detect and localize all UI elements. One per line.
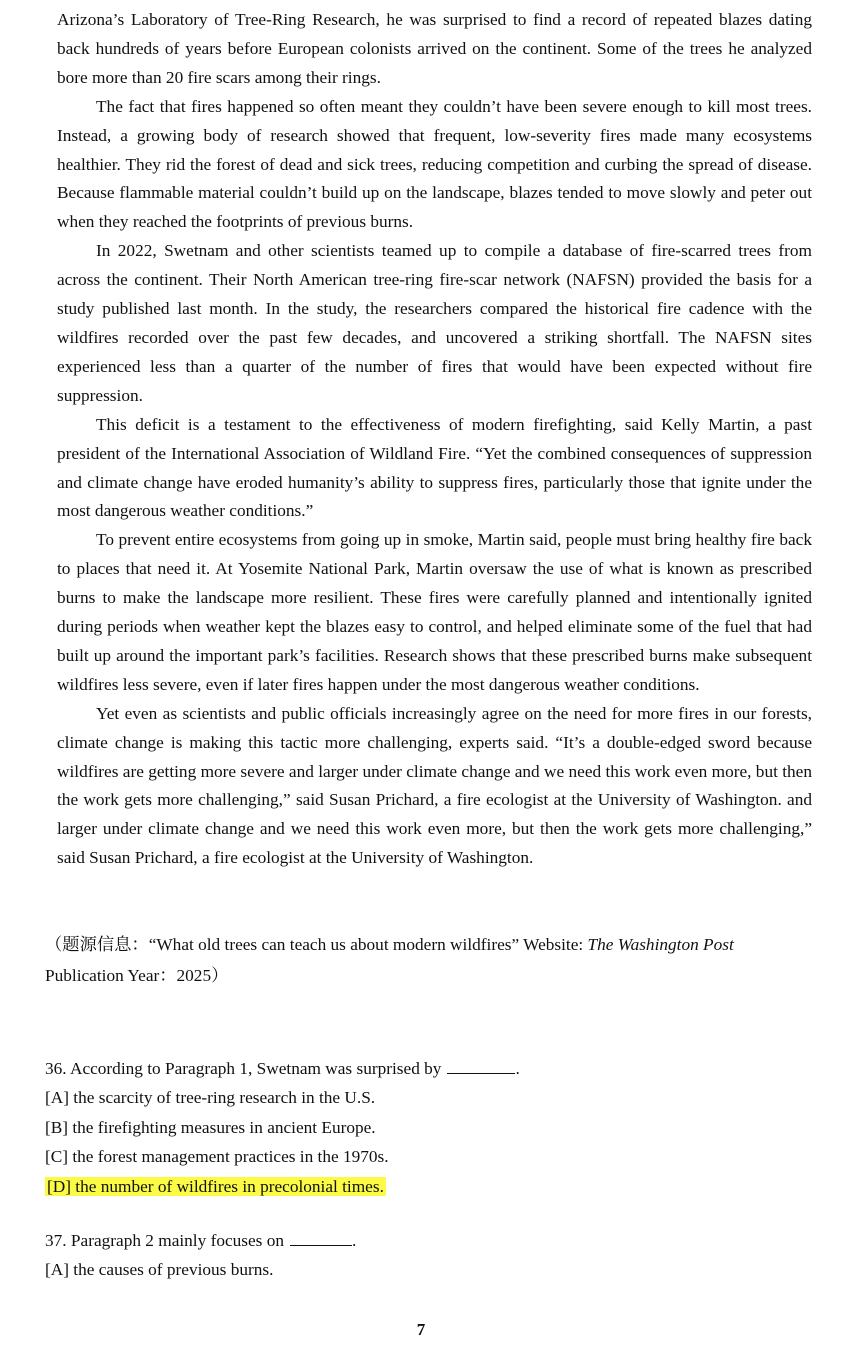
question-37 bbox=[45, 1226, 805, 1285]
question-36-option-d-highlighted[interactable]: [D] the number of wildfires in precolonial times. bbox=[47, 1176, 384, 1196]
question-36-option-d-container bbox=[45, 1172, 805, 1201]
source-title: “What old trees can teach us about modern wildfires” Website: bbox=[148, 935, 588, 954]
question-37-option-a[interactable]: [A] the causes of previous burns. bbox=[45, 1260, 274, 1280]
source-line bbox=[45, 930, 813, 961]
article-paragraph-5: To prevent entire ecosystems from going up in smoke, Martin said, people must bring healthy fire back to places that need it. At Yosemite National Park, Martin oversaw the use of what is known as prescribed burns to make the landscape more resilient. These fires were carefully planned and intentionally ignited during periods when weather kept the blazes easy to control, and helped eliminate some of the fuel that had built up around the important park’s facilities. Research shows that these prescribed burns make subsequent wildfires less severe, even if later fires happen under the most dangerous weather conditions. bbox=[57, 530, 812, 694]
question-37-stem: 37. Paragraph 2 mainly focuses on . bbox=[45, 1231, 357, 1250]
article-paragraph-4: This deficit is a testament to the effectiveness of modern firefighting, said Kelly Martin, a past president of the International Association of Wildland Fire. “Yet the combined consequences of suppression and climate change have eroded humanity’s ability to suppress fires, particularly those that ignite under the most dangerous weather conditions.” bbox=[57, 414, 812, 521]
article-paragraph-1: Arizona’s Laboratory of Tree-Ring Research, he was surprised to find a record of repeated blazes dating back hundreds of years before European colonists arrived on the continent. Some of the trees he analyzed bore more than 20 fire scars among their rings. bbox=[57, 10, 812, 87]
article-paragraph-6: Yet even as scientists and public officials increasingly agree on the need for more fires in our forests, climate change is making this tactic more challenging, experts said. “It’s a double-edged sword because wildfires are getting more severe and larger under climate change and we need this work even more, but then the work gets more challenging,” said Susan Prichard, a fire ecologist at the University of Washington. and larger under climate change and we need this work even more, but then the work gets more challenging,” said Susan Prichard, a fire ecologist at the University of Washington. bbox=[57, 703, 812, 868]
question-36 bbox=[45, 1054, 805, 1201]
answer-blank bbox=[290, 1229, 352, 1246]
article-paragraph-3: In 2022, Swetnam and other scientists teamed up to compile a database of fire-scarred trees from across the continent. Their North American tree-ring fire-scar network (NAFSN) provided the basis for a study published last month. In the study, the researchers compared the historical fire cadence with the wildfires recorded over the past few decades, and uncovered a striking shortfall. The NAFSN sites experienced less than a quarter of the number of fires that would have been expected without fire suppression. bbox=[57, 241, 812, 405]
source-prefix: （题源信息： bbox=[45, 935, 149, 954]
answer-blank bbox=[447, 1057, 515, 1074]
article-body bbox=[57, 6, 812, 873]
page-number: 7 bbox=[416, 1320, 426, 1339]
source-info bbox=[45, 930, 813, 991]
question-36-option-a[interactable]: [A] the scarcity of tree-ring research in the U.S. bbox=[45, 1088, 376, 1108]
question-36-option-b[interactable]: [B] the firefighting measures in ancient Europe. bbox=[45, 1117, 376, 1137]
source-publication: The Washington Post bbox=[587, 935, 734, 954]
article-paragraph-2: The fact that fires happened so often meant they couldn’t have been severe enough to kill most trees. Instead, a growing body of research showed that frequent, low-severity fires made many ecosystems healthier. They rid the forest of dead and sick trees, reducing competition and curbing the spread of disease. Because flammable material couldn’t build up on the landscape, blazes tended to move slowly and peter out when they reached the footprints of previous burns. bbox=[57, 96, 812, 232]
question-36-stem: 36. According to Paragraph 1, Swetnam was surprised by . bbox=[45, 1059, 520, 1078]
question-36-option-c[interactable]: [C] the forest management practices in the 1970s. bbox=[45, 1147, 389, 1167]
source-year: Publication Year：2025） bbox=[45, 965, 229, 985]
